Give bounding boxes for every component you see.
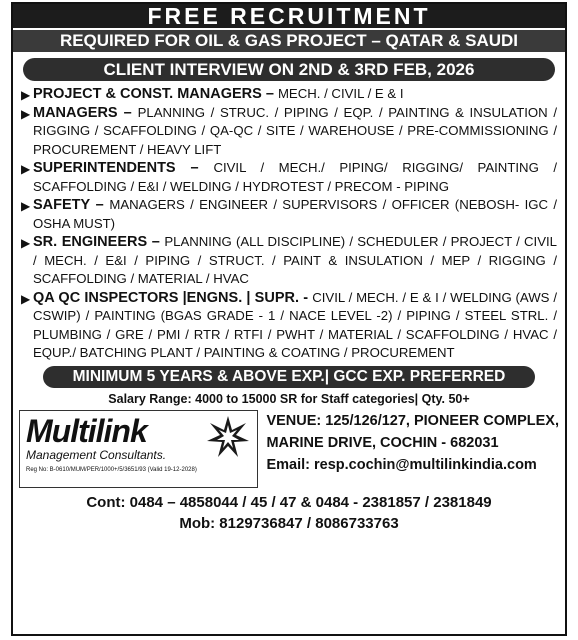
arrow-right-icon: ▶ — [21, 162, 31, 176]
ad-title: FREE RECRUITMENT — [13, 4, 565, 28]
salary-range: Salary Range: 4000 to 15000 SR for Staff categories| Qty. 50+ — [108, 391, 470, 406]
registration-number: Reg No: B-0610/MUM/PER/1000+/5/3651/93 (Valid 19-12-2028) — [26, 466, 197, 473]
role-separator: – — [175, 160, 214, 176]
arrow-right-icon: ▶ — [21, 88, 31, 102]
role-separator: – — [117, 104, 138, 121]
venue-email: Email: resp.cochin@multilinkindia.com — [266, 456, 537, 473]
roles-list — [13, 85, 565, 363]
star-burst-icon — [206, 415, 250, 459]
contact-mobile: Mob: 8129736847 / 8086733763 — [179, 514, 399, 532]
logo-tagline: Management Consultants. — [26, 447, 167, 462]
role-details: PLANNING / STRUC. / PIPING / EQP. / PAINTING & INSULATION / RIGGING / SCAFFOLDING / QA-QC / SITE / WAREHOUSE / PRE-COMMISSIONING / PROCUREMENT / HEAVY LIFT — [33, 104, 557, 157]
recruitment-ad — [11, 2, 567, 636]
role-separator: - — [299, 289, 313, 306]
role-details: CIVIL / MECH./ PIPING/ RIGGING/ PAINTING / SCAFFOLDING / E&I / WELDING / HYDROTEST / PRECOM - PIPING — [33, 160, 558, 194]
role-item — [21, 289, 557, 363]
role-details: MANAGERS / ENGINEER / SUPERVISORS / OFFICER (NEBOSH- IGC / OSHA MUST) — [33, 197, 558, 231]
venue-details — [258, 410, 559, 476]
role-item — [21, 85, 557, 104]
footer-block — [13, 408, 565, 492]
arrow-right-icon: ▶ — [21, 106, 31, 121]
interview-date-banner: CLIENT INTERVIEW ON 2ND & 3RD FEB, 2026 — [23, 58, 555, 81]
role-heading: SUPERINTENDENTS — [33, 160, 176, 176]
arrow-right-icon: ▶ — [21, 199, 31, 213]
logo-wordmark: Multilink — [26, 412, 147, 449]
role-heading: QA QC INSPECTORS |ENGNS. | SUPR. — [33, 289, 299, 306]
role-item — [21, 104, 557, 160]
arrow-right-icon: ▶ — [21, 236, 31, 250]
contact-phones: Cont: 0484 – 4858044 / 45 / 47 & 0484 - 2381857 / 2381849 — [86, 493, 492, 511]
role-separator: – — [89, 197, 110, 213]
venue-address-line1: VENUE: 125/126/127, PIONEER COMPLEX, — [266, 412, 559, 429]
role-item — [21, 233, 557, 289]
role-separator: – — [147, 234, 165, 250]
role-item — [21, 196, 557, 233]
role-details: CIVIL / MECH. / E & I / WELDING (AWS / CSWIP) / PAINTING (BGAS GRADE - 1 / NACE LEVEL -2) / PIPING / STEEL STRL. / PLUMBING / GRE / PMI / RTR / RTFI / PWHT / MATERIAL / SCAFFOLDING / HVAC / EQUP./ BATCHING PLANT / PAINTING & COATING / PROCUREMENT — [33, 289, 557, 360]
role-details: MECH. / CIVIL / E & I — [277, 86, 404, 101]
contact-block — [13, 492, 565, 534]
company-logo — [19, 410, 258, 488]
venue-address-line2: MARINE DRIVE, COCHIN - 682031 — [266, 434, 499, 451]
ad-subtitle: REQUIRED FOR OIL & GAS PROJECT – QATAR & SAUDI — [13, 28, 565, 52]
role-heading: SAFETY — [33, 197, 90, 213]
role-heading: SR. ENGINEERS — [33, 234, 148, 250]
role-heading: MANAGERS — [33, 104, 118, 121]
role-heading: PROJECT & CONST. MANAGERS — [33, 86, 262, 102]
role-item — [21, 159, 557, 196]
role-details: PLANNING (ALL DISCIPLINE) / SCHEDULER / PROJECT / CIVIL / MECH. / E&I / PIPING / STRUCT. / PAINT & INSULATION / MEP / RIGGING / SCAFFOLDING / MATERIAL / HVAC — [33, 234, 557, 286]
arrow-right-icon: ▶ — [21, 291, 31, 306]
role-separator: – — [261, 86, 278, 102]
experience-banner: MINIMUM 5 YEARS & ABOVE EXP.| GCC EXP. PREFERRED — [43, 366, 535, 388]
